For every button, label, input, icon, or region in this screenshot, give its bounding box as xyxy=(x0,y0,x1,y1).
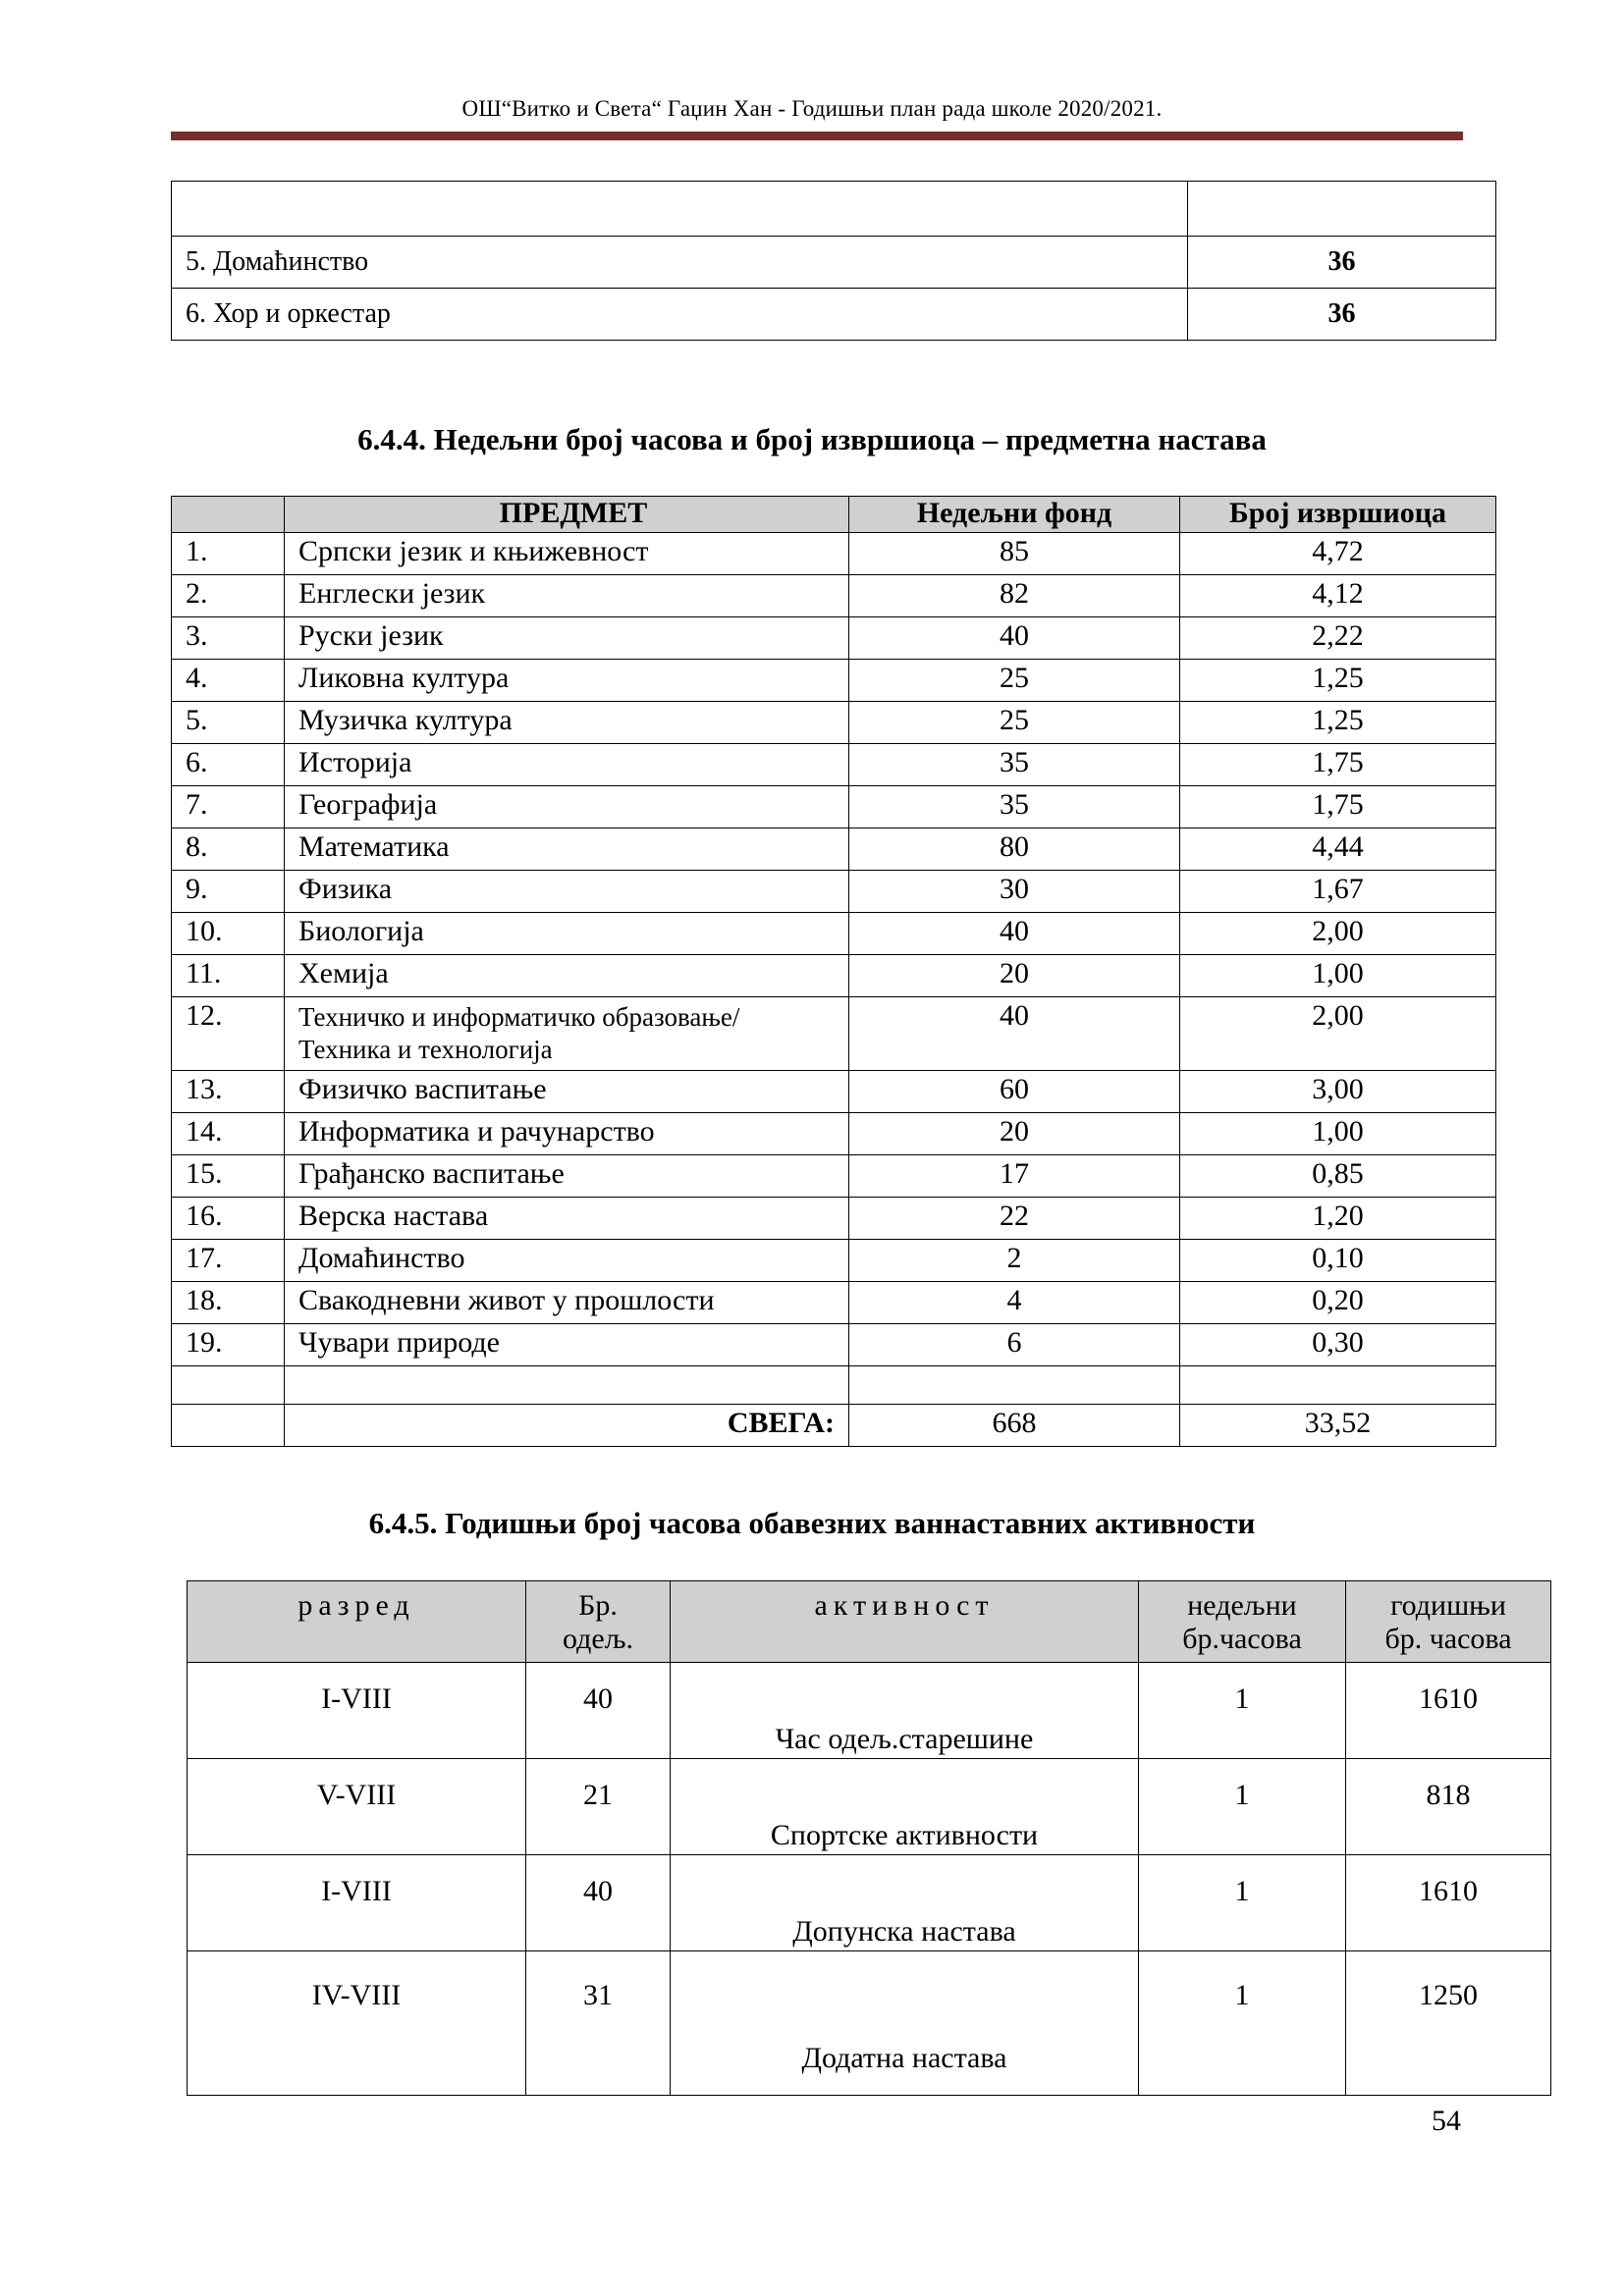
table-row xyxy=(172,702,1496,744)
subject-cell: Физичко васпитање xyxy=(285,1071,849,1113)
header-weekly-line2: бр.часова xyxy=(1182,1623,1302,1655)
row-number: 8. xyxy=(172,828,285,871)
row-number: 19. xyxy=(172,1324,285,1366)
subject-cell: Географија xyxy=(285,786,849,828)
weekly-cell: 80 xyxy=(849,828,1180,871)
header-activity: активност xyxy=(814,1589,995,1622)
table-row xyxy=(172,660,1496,702)
subject-cell: Грађанско васпитање xyxy=(285,1155,849,1198)
subject-line: Техничко и информатичко образовање/ xyxy=(298,1002,740,1032)
weekly-cell: 17 xyxy=(849,1155,1180,1198)
subject-cell xyxy=(285,997,849,1071)
row-number: 9. xyxy=(172,871,285,913)
weekly-cell: 4 xyxy=(849,1282,1180,1324)
row-number: 15. xyxy=(172,1155,285,1198)
row-number: 7. xyxy=(172,786,285,828)
executors-cell: 4,72 xyxy=(1180,533,1496,575)
header-cell: ПРЕДМЕТ xyxy=(285,497,849,533)
row-number: 11. xyxy=(172,955,285,997)
subject-cell: Енглески језик xyxy=(285,575,849,617)
table-row xyxy=(172,997,1496,1071)
row-number: 13. xyxy=(172,1071,285,1113)
table-row xyxy=(172,955,1496,997)
grade-cell: I-VIII xyxy=(188,1855,526,1951)
empty-cell xyxy=(172,1366,285,1405)
activity-cell: Спортске активности xyxy=(671,1759,1139,1855)
row-number: 12. xyxy=(172,997,285,1071)
executors-cell: 0,20 xyxy=(1180,1282,1496,1324)
table-row xyxy=(172,289,1496,341)
classes-cell: 40 xyxy=(526,1663,671,1759)
weekly-hours-cell: 1 xyxy=(1139,1855,1346,1951)
subject-cell: Ликовна култура xyxy=(285,660,849,702)
weekly-cell: 20 xyxy=(849,1113,1180,1155)
subject-cell: Историја xyxy=(285,744,849,786)
row-number: 1. xyxy=(172,533,285,575)
table-row xyxy=(172,1324,1496,1366)
weekly-cell: 20 xyxy=(849,955,1180,997)
table-cell: 5. Домаћинство xyxy=(172,237,1188,289)
executors-cell: 0,85 xyxy=(1180,1155,1496,1198)
activity-cell: Допунска настава xyxy=(671,1855,1139,1951)
subject-cell: Српски језик и књижевност xyxy=(285,533,849,575)
header-classes-line1: Бр. xyxy=(578,1589,618,1622)
row-number: 14. xyxy=(172,1113,285,1155)
weekly-cell: 35 xyxy=(849,786,1180,828)
table-header-row xyxy=(188,1581,1551,1663)
annual-hours-cell: 818 xyxy=(1346,1759,1551,1855)
grade-cell: V-VIII xyxy=(188,1759,526,1855)
executors-cell: 1,25 xyxy=(1180,702,1496,744)
table-row xyxy=(188,1951,1551,2096)
table-row xyxy=(188,1759,1551,1855)
grade-cell: I-VIII xyxy=(188,1663,526,1759)
row-number: 6. xyxy=(172,744,285,786)
header-classes-line2: одељ. xyxy=(562,1623,634,1655)
weekly-cell: 2 xyxy=(849,1240,1180,1282)
header-cell xyxy=(1139,1581,1346,1663)
table-cell xyxy=(1188,182,1496,237)
executors-cell: 1,25 xyxy=(1180,660,1496,702)
executors-cell: 1,00 xyxy=(1180,955,1496,997)
table-row xyxy=(188,1855,1551,1951)
table-row-empty xyxy=(172,1366,1496,1405)
grade-cell: IV-VIII xyxy=(188,1951,526,2096)
header-grade: разред xyxy=(298,1589,415,1622)
executors-cell: 0,10 xyxy=(1180,1240,1496,1282)
executors-cell: 2,00 xyxy=(1180,913,1496,955)
header-cell xyxy=(671,1581,1139,1663)
row-number: 5. xyxy=(172,702,285,744)
classes-cell: 40 xyxy=(526,1855,671,1951)
row-number: 16. xyxy=(172,1198,285,1240)
executors-cell: 1,67 xyxy=(1180,871,1496,913)
row-number: 4. xyxy=(172,660,285,702)
activity-cell: Додатна настава xyxy=(671,1951,1139,2096)
subject-cell: Биологија xyxy=(285,913,849,955)
header-cell xyxy=(526,1581,671,1663)
subject-cell: Математика xyxy=(285,828,849,871)
empty-cell xyxy=(172,1405,285,1447)
header-cell: Број извршиоца xyxy=(1180,497,1496,533)
section-title: 6.4.5. Годишњи број часова обавезних ваннаставних активности xyxy=(368,1506,1256,1540)
row-number: 2. xyxy=(172,575,285,617)
executors-cell: 1,75 xyxy=(1180,786,1496,828)
table-cell: 36 xyxy=(1188,237,1496,289)
table-row xyxy=(172,913,1496,955)
executors-cell: 1,75 xyxy=(1180,744,1496,786)
classes-cell: 21 xyxy=(526,1759,671,1855)
executors-cell: 0,30 xyxy=(1180,1324,1496,1366)
row-number: 17. xyxy=(172,1240,285,1282)
header-rule xyxy=(171,132,1463,140)
subject-cell: Информатика и рачунарство xyxy=(285,1113,849,1155)
table-row xyxy=(172,828,1496,871)
classes-cell: 31 xyxy=(526,1951,671,2096)
total-weekly: 668 xyxy=(849,1405,1180,1447)
table-row xyxy=(172,1198,1496,1240)
weekly-cell: 30 xyxy=(849,871,1180,913)
table-row xyxy=(172,744,1496,786)
header-cell xyxy=(172,497,285,533)
subject-cell: Физика xyxy=(285,871,849,913)
weekly-cell: 25 xyxy=(849,702,1180,744)
table-row xyxy=(172,1155,1496,1198)
weekly-hours-cell: 1 xyxy=(1139,1951,1346,2096)
weekly-cell: 40 xyxy=(849,997,1180,1071)
weekly-hours-table xyxy=(171,496,1496,1447)
table-cell: 36 xyxy=(1188,289,1496,341)
header-annual-line2: бр. часова xyxy=(1384,1623,1512,1655)
table-row xyxy=(172,1282,1496,1324)
weekly-hours-cell: 1 xyxy=(1139,1663,1346,1759)
empty-cell xyxy=(285,1366,849,1405)
weekly-hours-cell: 1 xyxy=(1139,1759,1346,1855)
weekly-cell: 85 xyxy=(849,533,1180,575)
total-row xyxy=(172,1405,1496,1447)
weekly-cell: 40 xyxy=(849,617,1180,660)
executors-cell: 4,12 xyxy=(1180,575,1496,617)
total-executors: 33,52 xyxy=(1180,1405,1496,1447)
table-row xyxy=(172,1240,1496,1282)
table-row xyxy=(172,786,1496,828)
weekly-cell: 22 xyxy=(849,1198,1180,1240)
executors-cell: 4,44 xyxy=(1180,828,1496,871)
weekly-cell: 25 xyxy=(849,660,1180,702)
table-row xyxy=(172,533,1496,575)
subject-cell: Музичка култура xyxy=(285,702,849,744)
activity-cell: Час одељ.старешине xyxy=(671,1663,1139,1759)
table-cell: 6. Хор и оркестар xyxy=(172,289,1188,341)
table-row xyxy=(172,575,1496,617)
table-cell xyxy=(172,182,1188,237)
empty-cell xyxy=(1180,1366,1496,1405)
weekly-cell: 35 xyxy=(849,744,1180,786)
header-cell: Недељни фонд xyxy=(849,497,1180,533)
executors-cell: 1,00 xyxy=(1180,1113,1496,1155)
extracurricular-continuation-table xyxy=(171,181,1496,341)
table-header-row xyxy=(172,497,1496,533)
annual-hours-cell: 1610 xyxy=(1346,1663,1551,1759)
row-number: 18. xyxy=(172,1282,285,1324)
table-row xyxy=(172,871,1496,913)
subject-cell: Чувари природе xyxy=(285,1324,849,1366)
subject-cell: Домаћинство xyxy=(285,1240,849,1282)
annual-hours-cell: 1250 xyxy=(1346,1951,1551,2096)
subject-line: Техника и технологија xyxy=(298,1035,553,1064)
table-row xyxy=(172,182,1496,237)
executors-cell: 3,00 xyxy=(1180,1071,1496,1113)
table-row xyxy=(172,617,1496,660)
header-weekly-line1: недељни xyxy=(1187,1589,1297,1622)
annual-hours-cell: 1610 xyxy=(1346,1855,1551,1951)
executors-cell: 2,00 xyxy=(1180,997,1496,1071)
table-row xyxy=(172,1113,1496,1155)
empty-cell xyxy=(849,1366,1180,1405)
subject-cell: Верска настава xyxy=(285,1198,849,1240)
table-row xyxy=(188,1663,1551,1759)
annual-activities-table xyxy=(187,1580,1551,2096)
executors-cell: 2,22 xyxy=(1180,617,1496,660)
subject-cell: Руски језик xyxy=(285,617,849,660)
weekly-cell: 60 xyxy=(849,1071,1180,1113)
subject-multiline xyxy=(298,1001,848,1066)
section-title: 6.4.4. Недељни број часова и број извршиоца – предметна настава xyxy=(357,422,1267,456)
header-cell xyxy=(1346,1581,1551,1663)
weekly-cell: 82 xyxy=(849,575,1180,617)
table-row xyxy=(172,1071,1496,1113)
total-label: СВЕГА: xyxy=(285,1405,849,1447)
weekly-cell: 6 xyxy=(849,1324,1180,1366)
page-number: 54 xyxy=(1432,2105,1461,2137)
table-row xyxy=(172,237,1496,289)
header-annual-line1: годишњи xyxy=(1390,1589,1506,1622)
row-number: 10. xyxy=(172,913,285,955)
subject-cell: Хемија xyxy=(285,955,849,997)
header-cell xyxy=(188,1581,526,1663)
row-number: 3. xyxy=(172,617,285,660)
executors-cell: 1,20 xyxy=(1180,1198,1496,1240)
page-header: ОШ“Витко и Света“ Гаџин Хан - Годишњи план рада школе 2020/2021. xyxy=(461,96,1163,121)
subject-cell: Свакодневни живот у прошлости xyxy=(285,1282,849,1324)
weekly-cell: 40 xyxy=(849,913,1180,955)
